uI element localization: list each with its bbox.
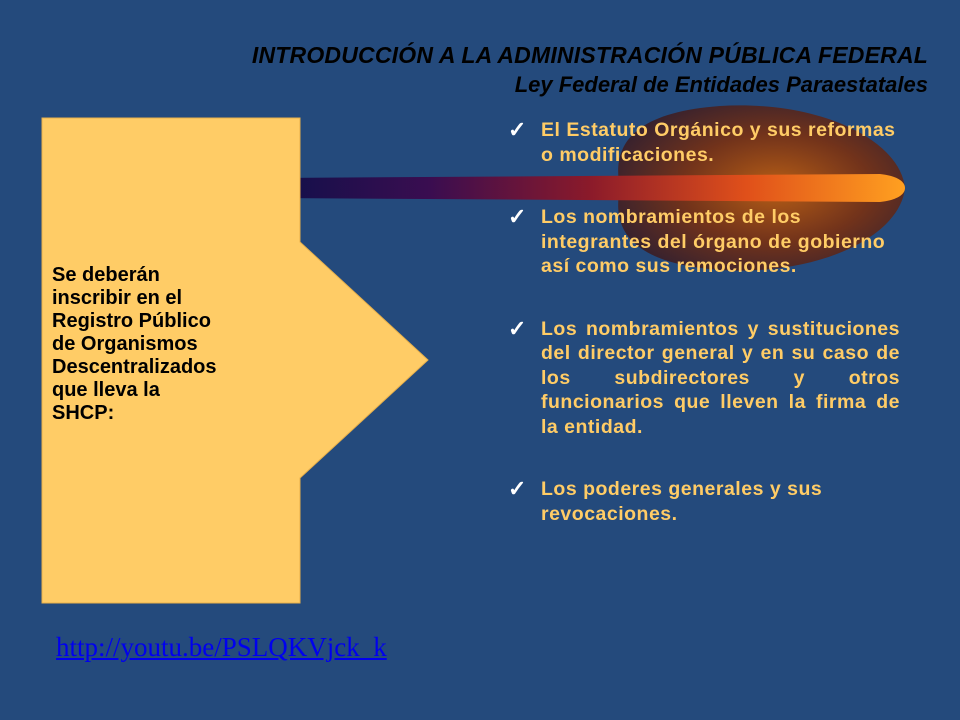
checkmark-icon: ✓	[508, 476, 527, 501]
checkmark-icon: ✓	[508, 315, 527, 341]
list-item	[508, 477, 871, 526]
checkmark-icon: ✓	[508, 117, 527, 142]
arrow-text-line: SHCP:	[52, 402, 115, 424]
list-item	[508, 118, 900, 167]
list-item-text: Los poderes generales y sus revocaciones.	[541, 478, 823, 525]
list-item-text: Los nombramientos y sustituciones del director general y en su caso de los subdirectores y otros funcionarios que lleven la firma de la entidad.	[541, 317, 900, 438]
arrow-text-line: Registro Público	[52, 310, 211, 332]
list-item-text: El Estatuto Orgánico y sus reformas o modificaciones.	[541, 119, 896, 166]
arrow-text-line: Descentralizados	[52, 356, 217, 378]
checkmark-icon: ✓	[508, 204, 527, 229]
arrow-text-line: inscribir en el	[52, 287, 183, 309]
arrow-text-line: que lleva la	[52, 379, 160, 401]
arrow-text	[52, 264, 288, 425]
list-item	[508, 317, 900, 440]
requirements-list	[508, 118, 900, 526]
video-link[interactable]: http://youtu.be/PSLQKVjck_k	[56, 632, 387, 662]
arrow-text-line: de Organismos	[52, 333, 198, 355]
arrow-text-line: Se deberán	[52, 264, 160, 286]
slide-title: INTRODUCCIÓN A LA ADMINISTRACIÓN PÚBLICA FEDERAL	[251, 42, 928, 68]
list-item-text: Los nombramientos de los integrantes del órgano de gobierno así como sus remociones.	[541, 206, 886, 277]
list-item	[508, 205, 900, 279]
slide-subtitle: Ley Federal de Entidades Paraestatales	[514, 72, 928, 97]
